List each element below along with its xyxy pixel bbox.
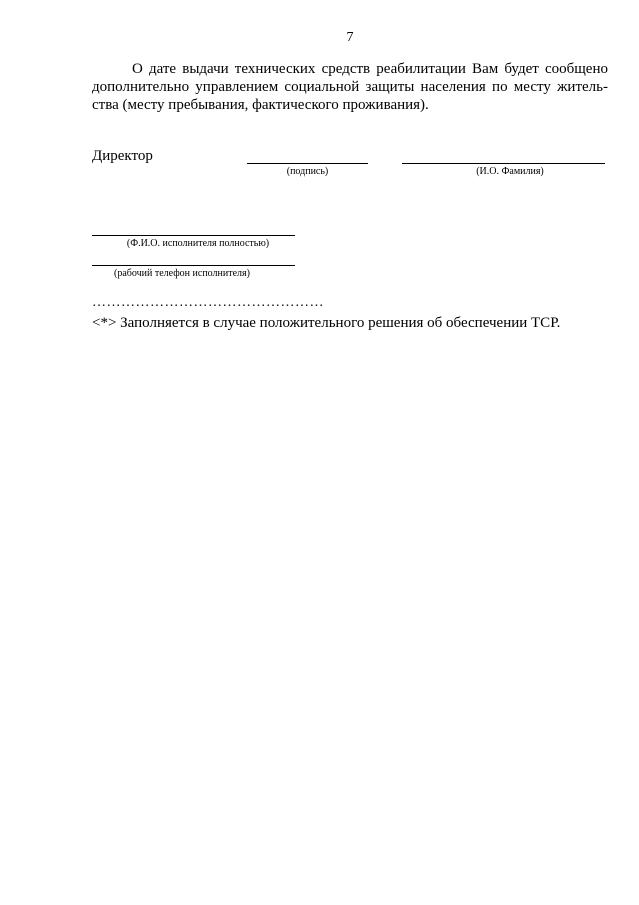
signature-line — [247, 163, 368, 164]
page-number: 7 — [346, 30, 354, 45]
director-name-line — [402, 163, 605, 164]
executor-phone-caption: (рабочий телефон исполнителя) — [114, 268, 250, 279]
notice-line-2: дополнительно управлением социальной защиты населения по месту житель- — [92, 79, 608, 95]
notice-line-1: О дате выдачи технических средств реабилитации Вам будет сообщено — [132, 61, 608, 77]
footnote-separator: ………………………………………… — [92, 295, 324, 310]
director-name-caption: (И.О. Фамилия) — [476, 166, 544, 177]
footnote-text: <*> Заполняется в случае положительного решения об обеспечении ТСР. — [92, 315, 561, 331]
director-label: Директор — [92, 148, 153, 164]
executor-name-line — [92, 235, 295, 236]
signature-caption: (подпись) — [286, 166, 329, 177]
executor-phone-line — [92, 265, 295, 266]
notice-line-3: ства (месту пребывания, фактического проживания). — [92, 97, 429, 113]
executor-name-caption: (Ф.И.О. исполнителя полностью) — [126, 238, 270, 249]
